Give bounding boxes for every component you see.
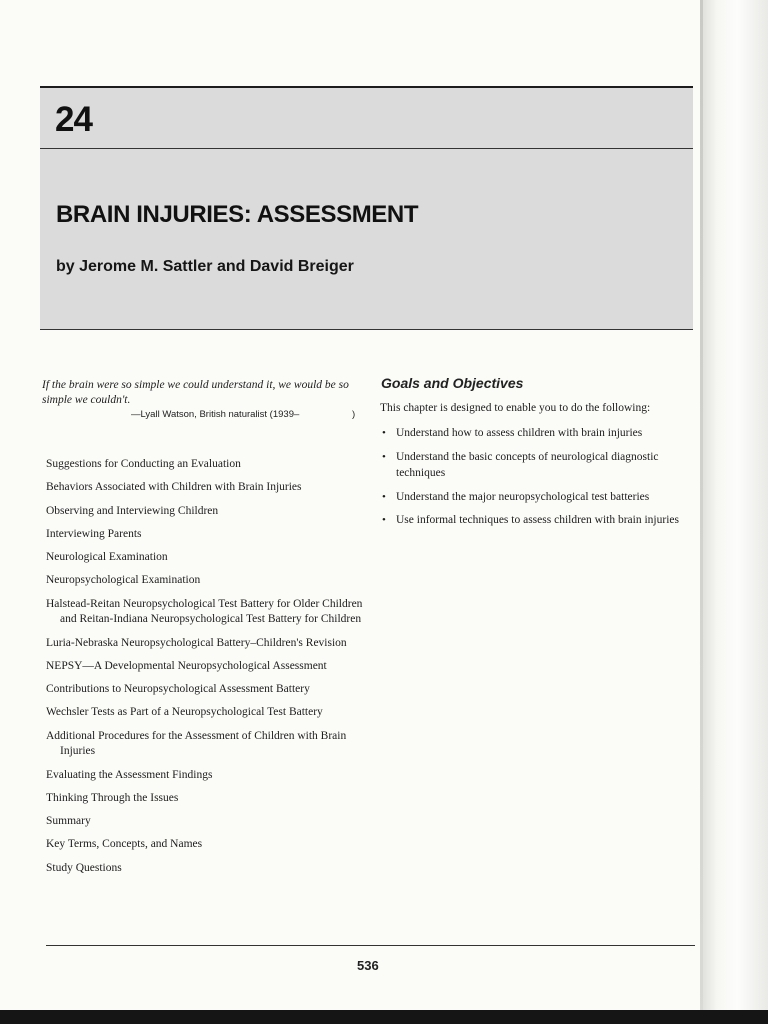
contents-item: Summary <box>46 815 91 828</box>
goal-text: Understand how to assess children with brain injuries <box>396 427 643 439</box>
goal-item <box>381 489 699 505</box>
goal-text: Understand the basic concepts of neurological diagnostic techniques <box>396 450 659 479</box>
contents-item: Key Terms, Concepts, and Names <box>46 838 203 851</box>
contents-item: Study Questions <box>46 861 122 874</box>
goals-list <box>381 425 699 536</box>
goals-intro: This chapter is designed to enable you to do the following: <box>380 402 651 414</box>
contents-item: NEPSY—A Developmental Neuropsychological Assessment <box>46 659 327 672</box>
contents-item: Suggestions for Conducting an Evaluation <box>46 458 241 470</box>
chapter-authors: by Jerome M. Sattler and David Breiger <box>56 258 354 275</box>
header-divider <box>40 148 693 149</box>
contents-item: Interviewing Parents <box>46 527 142 540</box>
goal-item <box>381 512 699 528</box>
epigraph-source-close: ) <box>352 409 356 420</box>
bullet-icon: • <box>382 450 386 463</box>
contents-item: Neuropsychological Examination <box>46 574 201 587</box>
bottom-shadow <box>0 1010 768 1024</box>
epigraph-quote: If the brain were so simple we could understand it, we would be so simple we couldn't. <box>42 379 349 406</box>
epigraph-source: —Lyall Watson, British naturalist (1939– <box>131 409 300 420</box>
contents-item: Halstead-Reitan Neuropsychological Test Battery for Older Children and Reitan-Indiana Neuropsychological Test Battery for Children <box>46 597 363 626</box>
page-edge <box>700 0 768 1024</box>
bullet-icon: • <box>382 490 386 503</box>
contents-item: Luria-Nebraska Neuropsychological Battery–Children's Revision <box>46 636 347 649</box>
contents-item: Observing and Interviewing Children <box>46 504 219 517</box>
chapter-title: BRAIN INJURIES: ASSESSMENT <box>56 201 419 228</box>
contents-item: Additional Procedures for the Assessment of Children with Brain Injuries <box>46 729 347 758</box>
contents-item: Behaviors Associated with Children with Brain Injuries <box>46 481 302 494</box>
contents-item: Thinking Through the Issues <box>46 791 179 804</box>
goal-text: Understand the major neuropsychological test batteries <box>396 490 650 503</box>
goal-text: Use informal techniques to assess children with brain injuries <box>396 514 679 527</box>
contents-item: Wechsler Tests as Part of a Neuropsychological Test Battery <box>46 706 323 719</box>
goal-item <box>381 425 699 441</box>
chapter-contents <box>46 457 364 884</box>
contents-item: Neurological Examination <box>46 551 168 564</box>
bullet-icon: • <box>382 514 386 527</box>
contents-item: Contributions to Neuropsychological Assessment Battery <box>46 683 310 696</box>
chapter-number: 24 <box>55 100 92 139</box>
page-number: 536 <box>357 958 379 973</box>
footer-divider <box>46 945 695 946</box>
bullet-icon: • <box>382 427 386 439</box>
goals-heading: Goals and Objectives <box>381 375 524 391</box>
goal-item <box>381 449 699 481</box>
contents-item: Evaluating the Assessment Findings <box>46 768 213 781</box>
